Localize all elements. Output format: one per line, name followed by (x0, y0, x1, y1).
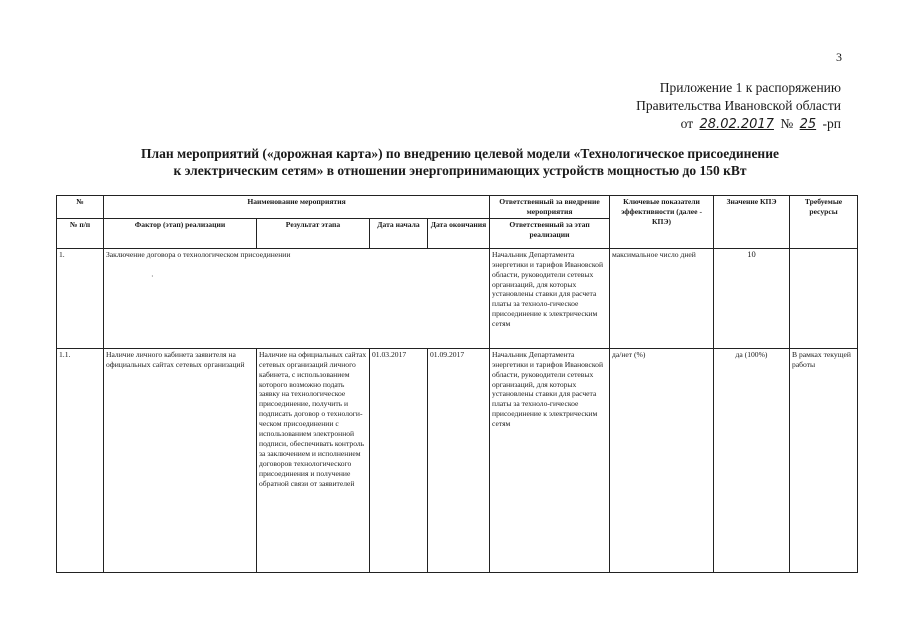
row-start-date: 01.03.2017 (370, 348, 428, 572)
row-end-date: 01.09.2017 (428, 348, 490, 572)
row-result: Наличие на официальных сайтах сетевых организаций личного кабинета, с использованием которого возможно подать заявку на технологическое присоединение, получить и подписать договор о технологи-ческом присоединении с использованием электронной подписи, обеспечивать контроль за заключением и исполнением договоров технологического присоединения и получение обратной связи от заявителей (257, 348, 370, 572)
appendix-line-2: Правительства Ивановской области (636, 98, 841, 113)
header-start: Дата начала (370, 218, 428, 248)
row-num: 1. (57, 248, 104, 348)
appendix-suffix: -рп (822, 116, 841, 131)
header-responsible-top: Ответственный за внедрение мероприятия (490, 196, 610, 219)
row-responsible: Начальник Департамента энергетики и тарифов Ивановской области, руководители сетевых организаций, для которых установлены ставки для расчета платы за техноло-гическое присоединение к электрическим сетям (490, 348, 610, 572)
header-name: Наименование мероприятия (104, 196, 490, 219)
table-row (57, 248, 858, 348)
page-number: 3 (836, 50, 842, 64)
header-kpi-value: Значение КПЭ (714, 196, 790, 249)
appendix-date: 28.02.2017 (699, 117, 774, 132)
title-line-2: к электрическим сетям» в отношении энергопринимающих устройств мощностью до 150 кВт (173, 163, 747, 178)
title-line-1: План мероприятий («дорожная карта») по внедрению целевой модели «Технологическое присоединение (141, 146, 779, 161)
row-kpi-value: да (100%) (714, 348, 790, 572)
appendix-line-1: Приложение 1 к распоряжению (659, 80, 841, 95)
header-kpi: Ключевые показатели эффективности (далее - КПЭ) (610, 196, 714, 249)
plan-table (56, 195, 858, 573)
header-end: Дата окончания (428, 218, 490, 248)
row-name-text: Заключение договора о технологическом присоединении (106, 249, 291, 259)
appendix-line-3 (636, 115, 841, 134)
appendix-block (636, 79, 841, 134)
header-result: Результат этапа (257, 218, 370, 248)
row-kpi-value: 10 (714, 248, 790, 348)
row-factor: Наличие личного кабинета заявителя на официальных сайтах сетевых организаций (104, 348, 257, 572)
row-responsible: Начальник Департамента энергетики и тарифов Ивановской области, руководители сетевых организаций, для которых установлены ставки для расчета платы за техноло-гическое присоединение к электрическим сетям (490, 248, 610, 348)
header-row-1 (57, 196, 858, 219)
header-responsible-sub: Ответственный за этап реализации (490, 218, 610, 248)
row-mark: · (151, 271, 154, 281)
header-factor: Фактор (этап) реализации (104, 218, 257, 248)
row-resources (790, 248, 858, 348)
appendix-number-label: № (780, 116, 794, 131)
header-num: № (57, 196, 104, 219)
row-resources: В рамках текущей работы (790, 348, 858, 572)
row-name (104, 248, 490, 348)
appendix-from-label: от (680, 116, 694, 131)
document-title (60, 145, 860, 179)
header-num-pp: № п/п (57, 218, 104, 248)
row-kpi: максимальное число дней (610, 248, 714, 348)
table-row (57, 348, 858, 572)
row-num: 1.1. (57, 348, 104, 572)
appendix-number: 25 (799, 117, 817, 132)
header-resources: Требуемые ресурсы (790, 196, 858, 249)
row-kpi: да/нет (%) (610, 348, 714, 572)
